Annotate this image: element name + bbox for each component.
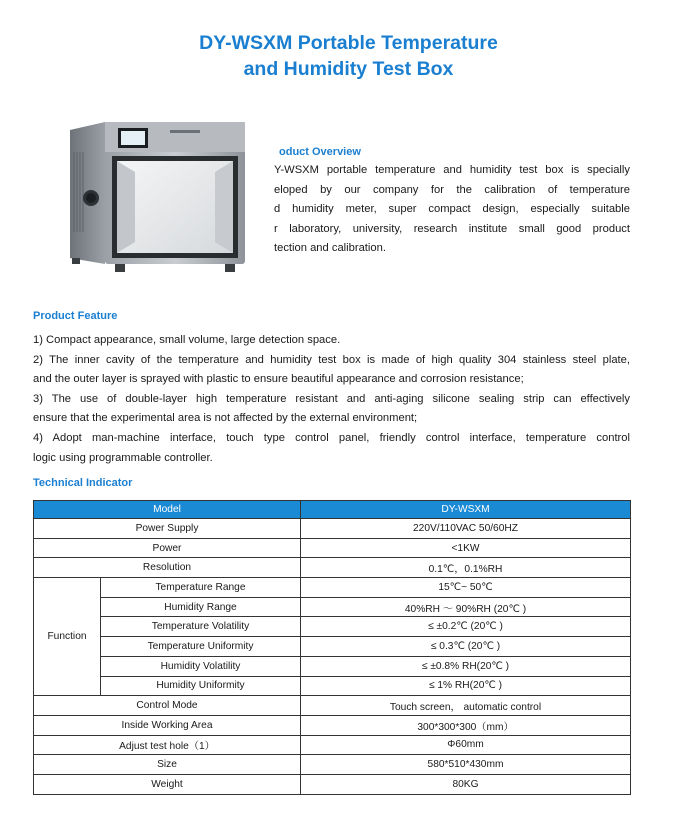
row-value: 580*510*430mm bbox=[301, 755, 631, 775]
feature-line: logic using programmable controller. bbox=[33, 451, 213, 464]
title-line-1: DY-WSXM Portable Temperature bbox=[199, 32, 498, 54]
row-value: ≤ 1% RH(20℃ ) bbox=[301, 676, 631, 696]
overview-line: d humidity meter, super compact design, especially suitable bbox=[274, 203, 630, 216]
overview-text bbox=[274, 161, 630, 259]
feature-line: and the outer layer is sprayed with plastic to ensure beautiful appearance and corrosion resistance; bbox=[33, 373, 524, 386]
row-value: 40%RH ～ 90%RH (20℃ ) bbox=[301, 597, 631, 617]
row-value: <1KW bbox=[301, 538, 631, 558]
row-label: Humidity Range bbox=[101, 597, 301, 617]
table-row bbox=[34, 617, 631, 637]
feature-line: ensure that the experimental area is not affected by the external environment; bbox=[33, 412, 418, 425]
row-value: ≤ 0.3℃ (20℃ ) bbox=[301, 637, 631, 657]
row-label: Power bbox=[34, 538, 301, 558]
row-label: Humidity Volatility bbox=[101, 656, 301, 676]
overview-line: tection and calibration. bbox=[274, 242, 386, 255]
table-row bbox=[34, 715, 631, 735]
row-value: Touch screen， automatic control bbox=[301, 696, 631, 716]
feature-heading: Product Feature bbox=[33, 310, 118, 322]
row-value: Φ60mm bbox=[301, 735, 631, 755]
function-label: Function bbox=[34, 578, 101, 696]
overview-heading: oduct Overview bbox=[279, 146, 361, 158]
row-value: 15℃~ 50℃ bbox=[301, 578, 631, 598]
row-value: ≤ ±0.8% RH(20℃ ) bbox=[301, 656, 631, 676]
row-label: Inside Working Area bbox=[34, 715, 301, 735]
header-model: Model bbox=[34, 501, 301, 519]
table-row bbox=[34, 578, 631, 598]
row-label: Adjust test hole（1） bbox=[34, 735, 301, 755]
row-label: Temperature Uniformity bbox=[101, 637, 301, 657]
row-label: Control Mode bbox=[34, 696, 301, 716]
spec-table bbox=[33, 500, 631, 795]
feature-line: 4) Adopt man-machine interface, touch type control panel, friendly control interface, temperature control bbox=[33, 431, 630, 444]
overview-line: eloped by our company for the calibration of temperature bbox=[274, 183, 630, 196]
table-row bbox=[34, 538, 631, 558]
product-image bbox=[60, 112, 250, 282]
title-line-2: and Humidity Test Box bbox=[243, 58, 454, 80]
table-row bbox=[34, 774, 631, 794]
table-row bbox=[34, 735, 631, 755]
feature-line: 2) The inner cavity of the temperature and humidity test box is made of high quality 304 stainless steel plate, bbox=[33, 353, 630, 366]
table-row bbox=[34, 558, 631, 578]
table-row bbox=[34, 519, 631, 539]
page-title bbox=[0, 30, 697, 82]
row-label: Weight bbox=[34, 774, 301, 794]
overview-line: r laboratory, university, research institute small good product bbox=[274, 222, 630, 235]
feature-line: 3) The use of double-layer high temperature resistant and anti-aging silicone sealing strip can effectively bbox=[33, 392, 630, 405]
row-value: 0.1℃，0.1%RH bbox=[301, 558, 631, 578]
table-row bbox=[34, 755, 631, 775]
table-header-row bbox=[34, 501, 631, 519]
row-label: Size bbox=[34, 755, 301, 775]
table-row bbox=[34, 696, 631, 716]
row-value: 80KG bbox=[301, 774, 631, 794]
header-model-value: DY-WSXM bbox=[301, 501, 631, 519]
row-label: Temperature Range bbox=[101, 578, 301, 598]
row-label: Power Supply bbox=[34, 519, 301, 539]
table-row bbox=[34, 637, 631, 657]
row-label: Temperature Volatility bbox=[101, 617, 301, 637]
feature-list bbox=[33, 331, 630, 468]
table-row bbox=[34, 676, 631, 696]
row-label: Resolution bbox=[34, 558, 301, 578]
technical-heading: Technical Indicator bbox=[33, 477, 133, 489]
feature-line: 1) Compact appearance, small volume, large detection space. bbox=[33, 334, 341, 346]
row-label: Humidity Uniformity bbox=[101, 676, 301, 696]
table-row bbox=[34, 656, 631, 676]
overview-line: Y-WSXM portable temperature and humidity test box is specially bbox=[274, 164, 630, 176]
row-value: ≤ ±0.2℃ (20℃ ) bbox=[301, 617, 631, 637]
row-value: 220V/110VAC 50/60HZ bbox=[301, 519, 631, 539]
table-row bbox=[34, 597, 631, 617]
row-value: 300*300*300（mm） bbox=[301, 715, 631, 735]
